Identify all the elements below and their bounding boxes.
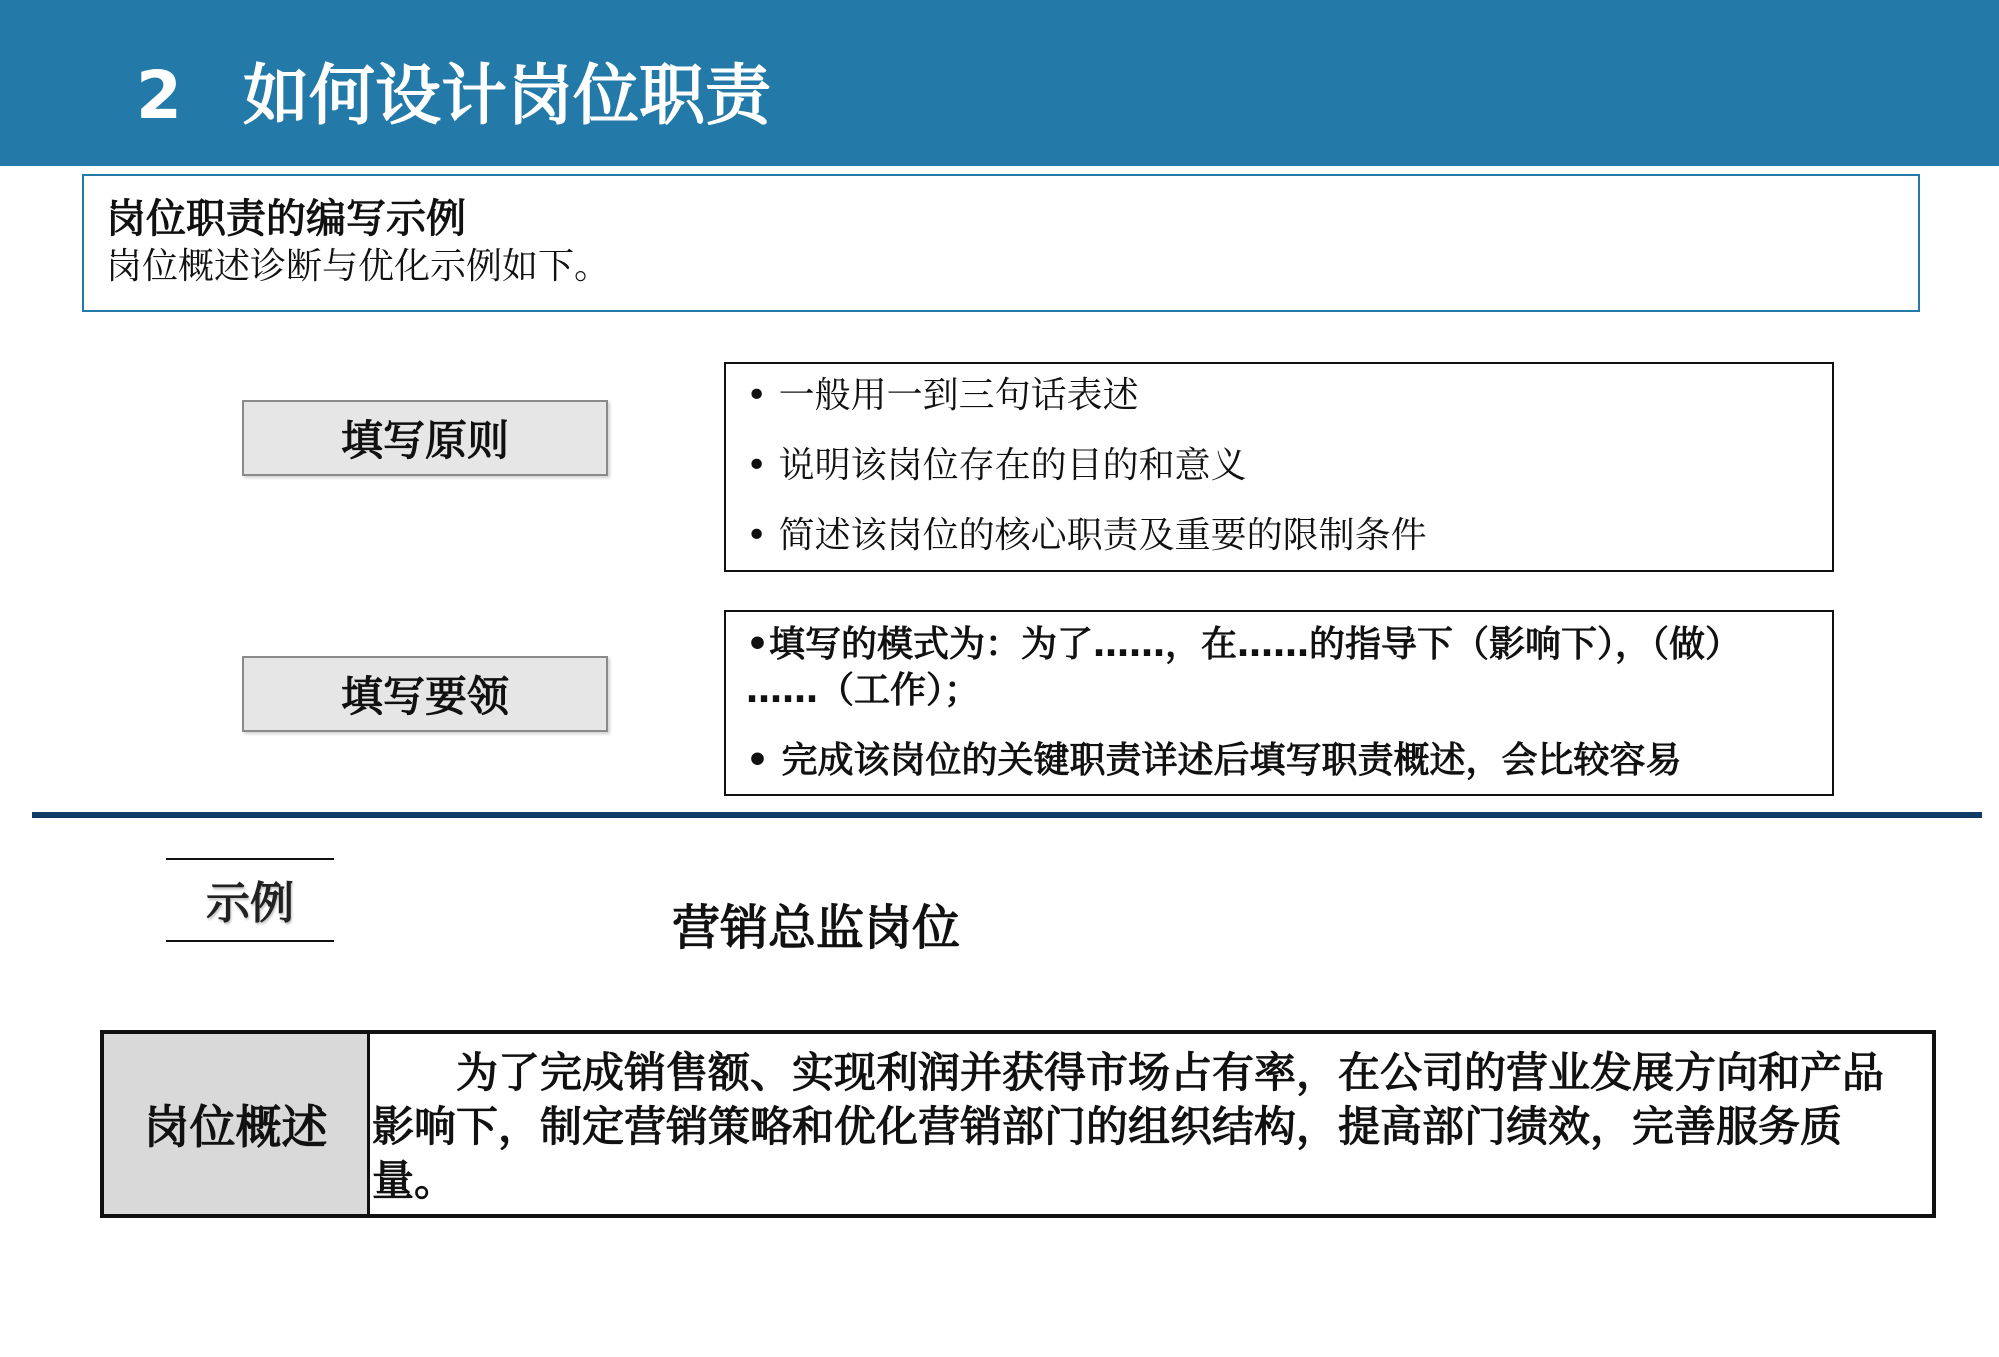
essentials-label: 填写要领: [242, 656, 608, 732]
principle-item: • 简述该岗位的核心职责及重要的限制条件: [746, 515, 1427, 556]
essentials-box: [724, 610, 1834, 796]
essential-item: •填写的模式为：为了……，在……的指导下（影响下），（做）: [746, 624, 1742, 665]
example-bottom-rule: [166, 940, 334, 942]
example-label: 示例: [206, 878, 294, 929]
table-header-cell: 岗位概述: [104, 1034, 370, 1214]
intro-title: 岗位职责的编写示例: [106, 196, 466, 242]
overview-table: [100, 1030, 1936, 1218]
example-top-rule: [166, 858, 334, 860]
essential-item: ……（工作）；: [746, 670, 981, 711]
header-bar: [0, 0, 1999, 166]
section-number: 2: [136, 57, 182, 134]
essential-item: • 完成该岗位的关键职责详述后填写职责概述，会比较容易: [746, 740, 1682, 781]
intro-box: [82, 174, 1920, 312]
principle-item: • 说明该岗位存在的目的和意义: [746, 445, 1247, 486]
principle-item: • 一般用一到三句话表述: [746, 375, 1139, 416]
intro-subtitle: 岗位概述诊断与优化示例如下。: [106, 246, 611, 287]
table-content-cell: 为了完成销售额、实现利润并获得市场占有率，在公司的营业发展方向和产品影响下，制定营销策略和优化营销部门的组织结构，提高部门绩效，完善服务质量。: [372, 1048, 1885, 1205]
position-title: 营销总监岗位: [672, 900, 961, 956]
principles-label: 填写原则: [242, 400, 608, 476]
section-divider: [32, 812, 1982, 818]
page-title: 如何设计岗位职责: [243, 57, 771, 134]
principles-box: [724, 362, 1834, 572]
